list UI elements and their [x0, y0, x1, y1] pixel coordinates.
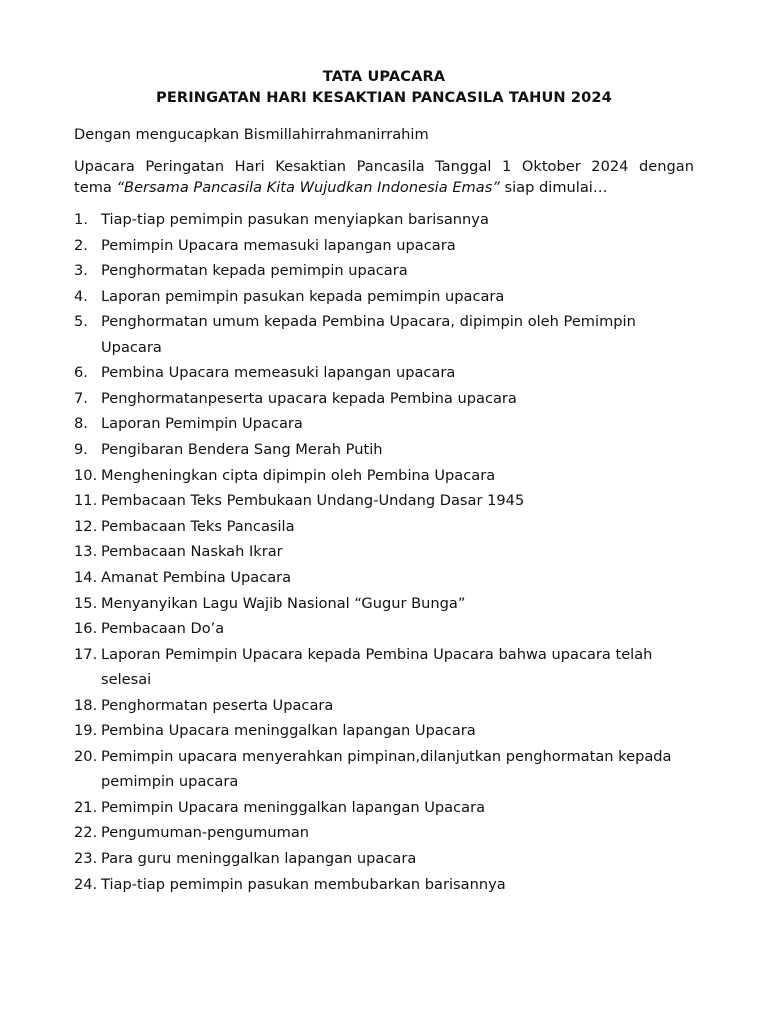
list-item-number: 7. — [74, 389, 88, 407]
list-item-text: Mengheningkan cipta dipimpin oleh Pembina Upacara — [101, 466, 496, 484]
list-item — [74, 411, 699, 436]
list-item-number: 9. — [74, 441, 88, 459]
list-item-number: 15. — [74, 594, 98, 612]
list-item — [74, 872, 699, 897]
list-item-text: Laporan pemimpin pasukan kepada pemimpin upacara — [101, 287, 505, 305]
list-item — [74, 360, 699, 385]
list-item-number: 2. — [74, 236, 88, 254]
list-item-number: 21. — [74, 798, 98, 816]
list-item-text: Laporan Pemimpin Upacara kepada Pembina Upacara bahwa upacara telah selesai — [101, 645, 653, 689]
list-item-text: Pembina Upacara meninggalkan lapangan Upacara — [101, 722, 476, 740]
list-item-text: Laporan Pemimpin Upacara — [101, 415, 303, 433]
list-item-text: Penghormatanpeserta upacara kepada Pembina upacara — [101, 389, 517, 407]
list-item-number: 12. — [74, 517, 98, 535]
list-item — [74, 386, 699, 411]
list-item — [74, 233, 699, 258]
list-item-number: 19. — [74, 722, 98, 740]
list-item — [74, 616, 699, 641]
list-item — [74, 207, 699, 232]
list-item-number: 20. — [74, 747, 98, 765]
list-item — [74, 846, 699, 871]
list-item — [74, 693, 699, 718]
document-title — [0, 66, 768, 108]
list-item-number: 24. — [74, 875, 98, 893]
list-item-text: Penghormatan peserta Upacara — [101, 696, 334, 714]
list-item-number: 14. — [74, 569, 98, 587]
list-item-number: 11. — [74, 492, 98, 510]
list-item — [74, 565, 699, 590]
list-item — [74, 437, 699, 462]
intro-line-1: Upacara Peringatan Hari Kesaktian Pancasila Tanggal 1 Oktober 2024 dengan — [74, 158, 694, 175]
list-item-text: Menyanyikan Lagu Wajib Nasional “Gugur Bunga” — [101, 594, 466, 612]
list-item — [74, 488, 699, 513]
agenda-list — [74, 207, 699, 897]
list-item — [74, 309, 699, 360]
list-item-text: Pengibaran Bendera Sang Merah Putih — [101, 441, 383, 459]
list-item-text: Tiap-tiap pemimpin pasukan menyiapkan barisannya — [101, 211, 489, 228]
list-item-number: 4. — [74, 287, 88, 305]
list-item-number: 10. — [74, 466, 98, 484]
list-item-number: 16. — [74, 620, 98, 638]
list-item-number: 23. — [74, 849, 98, 867]
list-item-text: Para guru meninggalkan lapangan upacara — [101, 849, 417, 867]
list-item — [74, 463, 699, 488]
intro-theme: “Bersama Pancasila Kita Wujudkan Indonesia Emas” — [116, 179, 500, 196]
list-item — [74, 284, 699, 309]
intro-prefix: tema — [74, 179, 117, 196]
list-item — [74, 820, 699, 845]
list-item-number: 1. — [74, 211, 88, 228]
list-item-number: 22. — [74, 824, 98, 842]
list-item-text: Pengumuman-pengumuman — [101, 824, 310, 842]
list-item-number: 8. — [74, 415, 88, 433]
list-item-text: Tiap-tiap pemimpin pasukan membubarkan barisannya — [101, 875, 506, 893]
intro-paragraph — [74, 156, 694, 198]
list-item-text: Penghormatan kepada pemimpin upacara — [101, 262, 408, 280]
list-item — [74, 514, 699, 539]
list-item-text: Pembacaan Teks Pembukaan Undang-Undang Dasar 1945 — [101, 492, 525, 510]
list-item-text: Pembacaan Do’a — [101, 620, 225, 638]
list-item-text: Pemimpin Upacara memasuki lapangan upacara — [101, 236, 456, 254]
list-item — [74, 258, 699, 283]
list-item-number: 6. — [74, 364, 88, 382]
list-item-number: 13. — [74, 543, 98, 561]
title-line-1: TATA UPACARA — [322, 68, 446, 85]
list-item-number: 3. — [74, 262, 88, 280]
list-item-number: 17. — [74, 645, 98, 663]
list-item — [74, 718, 699, 743]
intro-suffix: siap dimulai… — [499, 179, 608, 196]
list-item-text: Pembacaan Naskah Ikrar — [101, 543, 283, 561]
title-line-2: PERINGATAN HARI KESAKTIAN PANCASILA TAHUN 2024 — [156, 89, 612, 106]
list-item — [74, 744, 699, 795]
list-item — [74, 591, 699, 616]
list-item-text: Penghormatan umum kepada Pembina Upacara, dipimpin oleh Pemimpin Upacara — [101, 313, 636, 356]
list-item — [74, 642, 699, 693]
list-item-text: Pembacaan Teks Pancasila — [101, 517, 295, 535]
list-item-text: Pembina Upacara memeasuki lapangan upacara — [101, 364, 456, 382]
list-item-text: Pemimpin upacara menyerahkan pimpinan,dilanjutkan penghormatan kepada pemimpin upacara — [101, 747, 672, 791]
list-item-number: 5. — [74, 313, 88, 331]
list-item — [74, 795, 699, 820]
opening-line: Dengan mengucapkan Bismillahirrahmanirrahim — [74, 126, 429, 143]
list-item-text: Amanat Pembina Upacara — [101, 569, 292, 587]
list-item-number: 18. — [74, 696, 98, 714]
list-item — [74, 539, 699, 564]
list-item-text: Pemimpin Upacara meninggalkan lapangan Upacara — [101, 798, 486, 816]
